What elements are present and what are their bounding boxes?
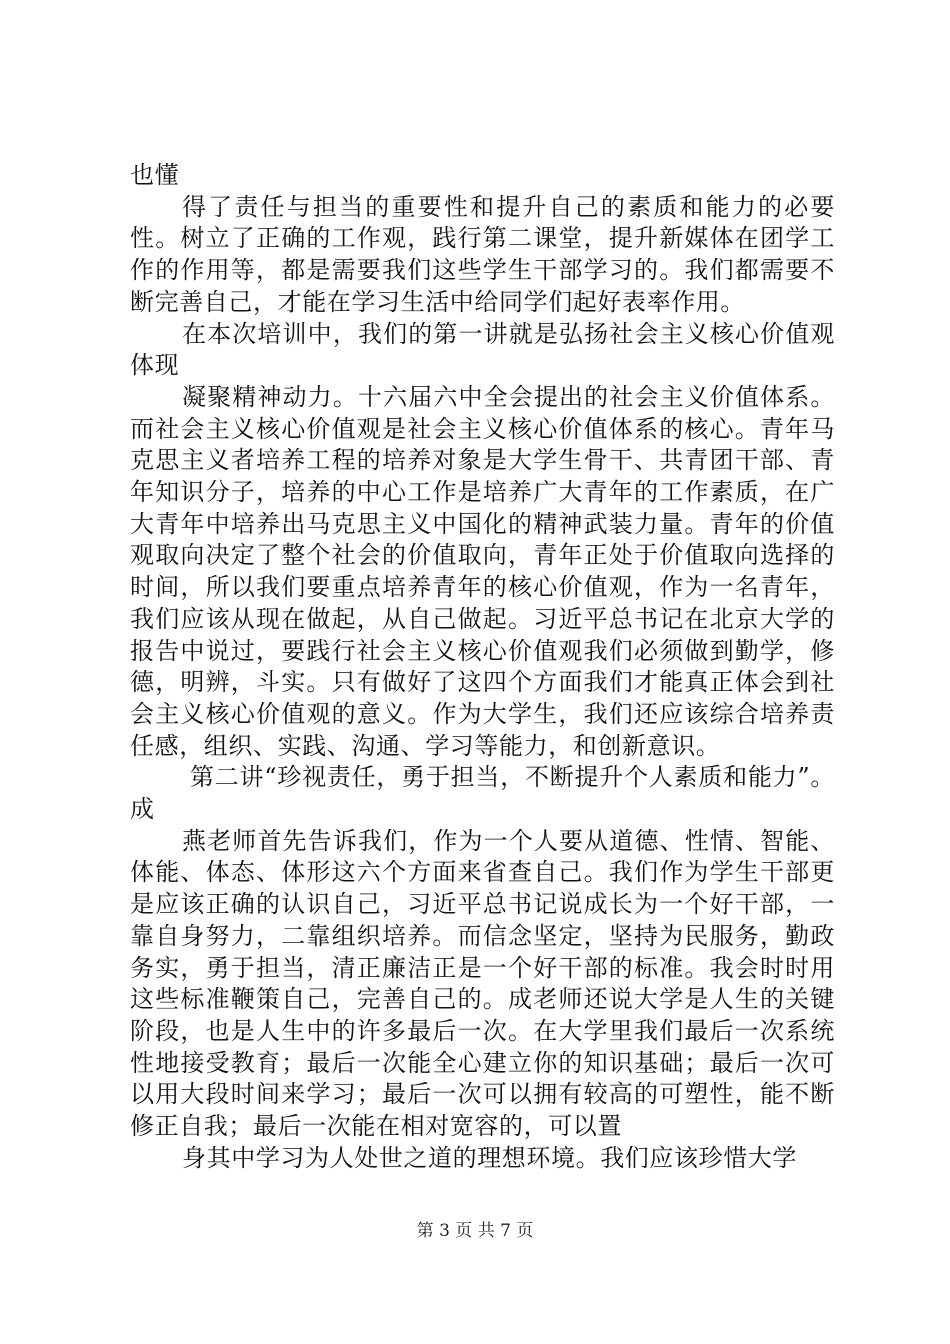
paragraph-6: 燕老师首先告诉我们，作为一个人要从道德、性情、智能、体能、体态、体形这六个方面来省查自己。我们作为学生干部更是应该正确的认识自己，习近平总书记说成长为一个好干部，一靠自身努力，二靠组织培养。而信念坚定，坚持为民服务，勤政务实，勇于担当，清正廉洁正是一个好干部的标准。我会时时用这些标准鞭策自己，完善自己的。成老师还说大学是人生的关键阶段，也是人生中的许多最后一次。在大学里我们最后一次系统性地接受教育；最后一次能全心建立你的知识基础；最后一次可以用大段时间来学习；最后一次可以拥有较高的可塑性，能不断修正自我；最后一次能在相对宽容的，可以置	[130, 826, 835, 1141]
paragraph-7: 身其中学习为人处世之道的理想环境。我们应该珍惜大学	[182, 1143, 797, 1172]
paragraph-5: 第二讲“珍视责任，勇于担当，不断提升个人素质和能力”。成	[130, 763, 835, 824]
document-body	[130, 160, 835, 1175]
paragraph-1: 也懂	[130, 161, 180, 189]
paragraph-4: 凝聚精神动力。十六届六中全会提出的社会主义价值体系。而社会主义核心价值观是社会主义核心价值体系的核心。青年马克思主义者培养工程的培养对象是大学生骨干、共青团干部、青年知识分子，培养的中心工作是培养广大青年的工作素质，在广大青年中培养出马克思主义中国化的精神武装力量。青年的价值观取向决定了整个社会的价值取向，青年正处于价值取向选择的时间，所以我们要重点培养青年的核心价值观，作为一名青年，我们应该从现在做起，从自己做起。习近平总书记在北京大学的报告中说过，要践行社会主义核心价值观我们必须做到勤学，修德，明辨，斗实。只有做好了这四个方面我们才能真正体会到社会主义核心价值观的意义。作为大学生，我们还应该综合培养责任感，组织、实践、沟通、学习等能力，和创新意识。	[130, 382, 835, 760]
page-footer	[0, 1216, 950, 1241]
page-number-label: 第 3 页 共 7 页	[416, 1221, 534, 1241]
paragraph-3: 在本次培训中，我们的第一讲就是弘扬社会主义核心价值观体现	[130, 319, 835, 380]
paragraph-2: 得了责任与担当的重要性和提升自己的素质和能力的必要性。树立了正确的工作观，践行第二课堂，提升新媒体在团学工作的作用等，都是需要我们这些学生干部学习的。我们都需要不断完善自己，才能在学习生活中给同学们起好表率作用。	[130, 192, 835, 316]
